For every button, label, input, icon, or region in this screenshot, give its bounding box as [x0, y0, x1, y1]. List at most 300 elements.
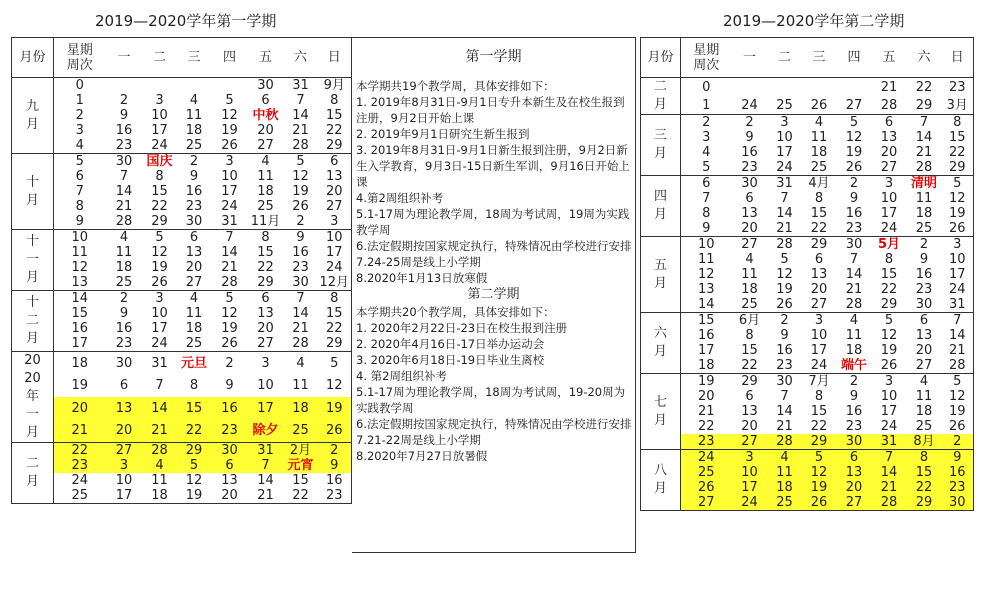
weekday-header: 四	[837, 38, 872, 78]
day-cell: 20	[106, 419, 143, 442]
day-cell: 5	[212, 291, 248, 307]
day-cell: 7	[284, 291, 318, 307]
day-cell: 2	[318, 443, 352, 459]
week-number: 13	[71, 275, 89, 290]
day-cell: 31	[768, 176, 802, 192]
week-number: 20	[54, 397, 106, 419]
day-cell: 12	[845, 130, 863, 145]
day-cell: 19	[221, 123, 238, 138]
day-cell: 18	[768, 480, 802, 495]
day-cell: 9月	[318, 78, 352, 94]
week-number: 24	[681, 450, 732, 466]
day-cell: 27	[810, 297, 828, 312]
day-cell: 16	[845, 404, 863, 419]
weekday-header: 日	[318, 38, 352, 78]
day-cell: 23	[942, 480, 974, 495]
week-row	[641, 434, 974, 450]
day-cell: 29	[880, 297, 898, 312]
day-cell: 7	[780, 191, 789, 206]
month-label	[641, 374, 681, 450]
day-cell: 15	[810, 404, 828, 419]
day-cell: 23	[325, 488, 343, 503]
day-cell: 24	[221, 199, 238, 214]
day-cell: 27	[732, 434, 768, 450]
day-cell	[732, 78, 768, 97]
day-cell: 25	[115, 275, 133, 290]
day-cell: 15	[325, 108, 343, 123]
day-cell: 30	[106, 154, 143, 170]
day-cell: 10	[776, 130, 793, 145]
holiday-label: 元宵	[284, 458, 318, 473]
day-cell: 11	[768, 465, 802, 480]
day-cell: 26	[880, 358, 898, 373]
day-cell: 7	[907, 115, 942, 131]
day-cell: 28	[915, 160, 933, 175]
note-item: 7.24-25周是线上小学期	[356, 255, 481, 269]
week-row	[641, 282, 974, 297]
week-number: 27	[681, 495, 732, 511]
note-item: 本学期共19个教学周，具体安排如下：	[356, 79, 555, 93]
day-cell: 3	[802, 313, 837, 329]
week-number: 3	[702, 130, 711, 145]
day-cell: 14	[776, 404, 793, 419]
week-number: 7	[75, 184, 84, 199]
day-cell: 18	[151, 488, 168, 503]
day-cell: 27	[880, 160, 898, 175]
month-label-text: 六月	[653, 326, 667, 359]
holiday-label: 端午	[840, 358, 867, 373]
day-cell: 13	[915, 328, 933, 343]
day-cell: 7	[849, 252, 859, 267]
day-cell: 17	[151, 321, 168, 336]
week-header-line1: 星期	[693, 42, 720, 58]
day-cell: 2	[212, 352, 248, 375]
day-cell: 5	[837, 115, 872, 131]
day-cell: 5	[780, 252, 789, 267]
day-cell: 7	[296, 93, 305, 108]
day-cell: 16	[776, 343, 793, 358]
day-cell: 7	[942, 313, 974, 329]
week-row	[12, 352, 352, 375]
second-semester-notes	[352, 304, 635, 464]
week-number: 18	[697, 358, 715, 373]
day-cell: 28	[221, 275, 238, 290]
day-cell: 9	[780, 328, 789, 343]
day-cell: 7	[872, 450, 907, 466]
first-semester-notes-heading: 第一学期	[465, 49, 522, 65]
day-cell: 11	[151, 473, 168, 488]
day-cell: 9	[225, 378, 234, 394]
month-label-text: 七月	[653, 394, 667, 428]
week-row	[641, 130, 974, 145]
day-cell: 13	[185, 245, 203, 260]
week-row	[12, 230, 352, 246]
day-cell: 23	[741, 160, 758, 175]
day-cell: 27	[837, 495, 872, 511]
weekday-header: 六	[907, 38, 942, 78]
day-cell: 20	[880, 145, 898, 160]
day-cell: 8	[942, 115, 974, 131]
calendar-header-row	[641, 38, 974, 78]
week-number: 21	[697, 404, 715, 419]
day-cell: 18	[185, 321, 203, 336]
week-row	[12, 473, 352, 488]
day-cell: 15	[325, 306, 343, 321]
day-cell: 31	[143, 352, 177, 375]
day-cell: 18	[185, 123, 203, 138]
day-cell: 21	[872, 480, 907, 495]
week-row	[641, 313, 974, 329]
day-cell: 6	[837, 450, 872, 466]
day-cell: 7	[212, 230, 248, 246]
weekday-header: 五	[248, 38, 284, 78]
day-cell: 13	[741, 404, 758, 419]
day-cell: 26	[221, 336, 238, 351]
day-cell: 27	[845, 97, 863, 113]
day-cell: 6	[177, 230, 212, 246]
month-label-text: 五月	[653, 257, 667, 291]
week-number: 2	[75, 108, 84, 123]
day-cell: 8	[884, 252, 894, 267]
day-cell: 12	[948, 389, 966, 404]
day-cell: 4	[745, 252, 754, 267]
day-cell: 22	[292, 488, 309, 503]
week-number: 24	[71, 473, 89, 488]
weekday-header: 六	[284, 38, 318, 78]
day-cell: 19	[948, 404, 966, 419]
day-cell: 16	[185, 184, 203, 199]
week-row	[12, 458, 352, 473]
day-cell: 15	[948, 130, 966, 145]
week-column-header	[54, 38, 106, 78]
week-row	[641, 404, 974, 419]
day-cell: 15	[292, 473, 309, 488]
day-cell: 18	[845, 343, 863, 358]
week-number: 1	[75, 93, 84, 108]
day-cell: 15	[741, 343, 758, 358]
day-cell: 3	[732, 450, 768, 466]
day-cell: 3	[143, 291, 177, 307]
day-cell: 13	[221, 473, 238, 488]
day-cell: 4月	[802, 176, 837, 192]
weekday-header: 三	[802, 38, 837, 78]
day-cell: 12	[325, 378, 343, 394]
day-cell: 27	[185, 275, 203, 290]
day-cell: 8月	[907, 434, 942, 450]
week-row	[12, 397, 352, 419]
day-cell: 9	[942, 450, 974, 466]
day-cell	[768, 78, 802, 97]
week-number: 11	[71, 245, 89, 260]
note-item: 5.1-17周为理论教学周，18周为考试周，19周为实践教学周	[356, 207, 630, 237]
day-cell: 22	[880, 282, 898, 297]
day-cell: 5	[942, 176, 974, 192]
day-cell: 11月	[250, 214, 281, 229]
semester-notes	[352, 37, 636, 553]
week-row	[12, 214, 352, 230]
day-cell: 2	[768, 313, 802, 329]
day-cell: 18	[915, 206, 933, 221]
day-cell: 23	[185, 199, 203, 214]
week-number: 4	[75, 138, 84, 153]
day-cell: 24	[151, 336, 168, 351]
week-number: 12	[697, 267, 715, 282]
weekday-header: 三	[177, 38, 212, 78]
week-row	[641, 358, 974, 374]
month-label-text: 四月	[653, 189, 667, 222]
day-cell: 22	[810, 221, 828, 236]
week-number: 14	[697, 297, 715, 312]
day-cell: 21	[915, 145, 933, 160]
day-cell: 8	[330, 93, 339, 108]
day-cell: 19	[151, 260, 168, 275]
day-cell: 2	[837, 176, 872, 192]
day-cell: 25	[257, 199, 274, 214]
day-cell: 23	[915, 282, 933, 297]
month-label	[641, 115, 681, 176]
day-cell: 24	[880, 419, 898, 434]
day-cell: 22	[948, 145, 966, 160]
day-cell: 4	[907, 374, 942, 390]
month-label-text: 十二月	[25, 295, 39, 346]
week-number: 22	[54, 443, 106, 459]
week-row	[641, 267, 974, 282]
day-cell: 22	[810, 419, 828, 434]
day-cell: 6	[248, 291, 284, 307]
day-cell	[837, 78, 872, 97]
day-cell: 12	[151, 245, 168, 260]
week-row	[12, 199, 352, 214]
day-cell: 18	[115, 260, 133, 275]
day-cell: 4	[802, 115, 837, 131]
day-cell: 17	[880, 404, 898, 419]
day-cell: 20	[257, 321, 274, 336]
day-cell: 26	[151, 275, 168, 290]
day-cell: 11	[845, 328, 863, 343]
day-cell: 21	[257, 488, 274, 503]
month-label-text: 三月	[653, 128, 667, 161]
day-cell: 26	[292, 199, 309, 214]
month-label-text: 十一月	[25, 234, 39, 285]
day-cell: 30	[768, 374, 802, 390]
month-label	[12, 230, 54, 291]
note-item: 3. 2019年8月31日-9月1日新生报到注册，9月2日新生入学教育，9月3日-15日新生军训，9月16日开始上课	[356, 143, 630, 189]
week-number: 6	[75, 169, 84, 184]
month-label-text: 十月	[25, 174, 39, 208]
day-cell: 9	[119, 108, 129, 123]
week-row	[641, 328, 974, 343]
day-cell: 3	[248, 352, 284, 375]
week-number: 11	[697, 252, 715, 267]
day-cell: 12	[948, 191, 966, 206]
week-number: 7	[702, 191, 711, 206]
day-cell: 14	[257, 473, 274, 488]
day-cell: 28	[845, 297, 863, 312]
week-row	[12, 275, 352, 291]
day-cell: 29	[732, 374, 768, 390]
day-cell: 18	[257, 184, 274, 199]
week-row	[12, 78, 352, 94]
day-cell: 25	[810, 160, 828, 175]
week-number: 19	[681, 374, 732, 390]
week-number: 18	[54, 352, 106, 375]
day-cell: 17	[248, 397, 284, 419]
day-cell: 7	[155, 378, 164, 394]
day-cell: 26	[845, 160, 863, 175]
day-cell: 21	[221, 260, 238, 275]
day-cell: 6	[745, 191, 754, 206]
day-cell: 10	[221, 169, 238, 184]
week-row	[641, 374, 974, 390]
day-cell: 22	[257, 260, 274, 275]
week-row	[641, 419, 974, 434]
day-cell: 9	[919, 252, 929, 267]
day-cell: 3	[768, 115, 802, 131]
day-cell: 15	[151, 184, 168, 199]
week-row	[641, 78, 974, 97]
day-cell: 4	[837, 313, 872, 329]
day-cell: 14	[915, 130, 933, 145]
day-cell: 25	[185, 336, 203, 351]
day-cell: 27	[732, 237, 768, 253]
day-cell: 10	[151, 108, 168, 123]
month-label	[12, 443, 54, 504]
day-cell: 23	[942, 78, 974, 97]
note-item: 4.第2周组织补考	[356, 191, 444, 205]
day-cell: 17	[325, 245, 343, 260]
day-cell: 14	[948, 328, 966, 343]
day-cell: 5	[802, 450, 837, 466]
day-cell: 2	[732, 115, 768, 131]
day-cell: 3	[106, 458, 143, 473]
day-cell: 5	[942, 374, 974, 390]
week-row	[12, 375, 352, 397]
day-cell: 28	[768, 237, 802, 253]
day-cell: 22	[741, 358, 758, 373]
day-cell: 3	[330, 214, 339, 229]
month-label	[12, 154, 54, 230]
year-label: 2020	[24, 353, 41, 386]
day-cell: 29	[802, 434, 837, 450]
day-cell: 30	[106, 352, 143, 375]
week-number: 14	[54, 291, 106, 307]
holiday-label: 清明	[907, 176, 942, 192]
week-number: 20	[697, 389, 715, 404]
note-item: 7.21-22周是线上小学期	[356, 433, 481, 447]
day-cell: 29	[257, 275, 274, 290]
day-cell: 23	[292, 260, 309, 275]
day-cell: 20	[915, 343, 933, 358]
day-cell: 11	[915, 191, 933, 206]
first-semester-calendar	[11, 37, 352, 504]
holiday-label: 元旦	[177, 352, 212, 375]
first-semester-title: 2019—2020学年第一学期	[95, 12, 277, 30]
week-number: 25	[681, 465, 732, 480]
day-cell: 10	[732, 465, 768, 480]
day-cell: 19	[292, 184, 309, 199]
week-number: 23	[681, 434, 732, 450]
day-cell: 9	[119, 306, 129, 321]
day-cell: 30	[915, 297, 933, 312]
note-item: 2. 2019年9月1日研究生新生报到	[356, 127, 530, 141]
note-item: 2. 2020年4月16日-17日举办运动会	[356, 337, 545, 351]
day-cell: 2	[177, 154, 212, 170]
day-cell: 6	[119, 378, 129, 394]
month-label	[641, 450, 681, 511]
week-row	[12, 443, 352, 459]
day-cell: 8	[318, 291, 352, 307]
day-cell: 14	[221, 245, 238, 260]
week-number: 0	[681, 78, 732, 97]
day-cell: 14	[292, 306, 309, 321]
week-number: 5	[54, 154, 106, 170]
day-cell: 3月	[946, 97, 968, 113]
day-cell: 20	[810, 282, 828, 297]
day-cell: 13	[106, 397, 143, 419]
day-cell: 25	[284, 419, 318, 442]
week-row	[641, 480, 974, 495]
day-cell: 2	[296, 214, 305, 229]
day-cell: 30	[837, 434, 872, 450]
day-cell: 14	[143, 397, 177, 419]
day-cell: 20	[325, 184, 343, 199]
day-cell: 2	[942, 434, 974, 450]
day-cell: 10	[810, 328, 828, 343]
day-cell: 12	[880, 328, 898, 343]
day-cell: 31	[948, 297, 966, 312]
second-semester-notes-heading: 第二学期	[467, 287, 520, 302]
day-cell: 8	[248, 230, 284, 246]
day-cell: 3	[872, 374, 907, 390]
day-cell: 24	[325, 260, 343, 275]
day-cell: 3	[155, 93, 164, 108]
day-cell: 4	[106, 230, 143, 246]
day-cell: 15	[177, 397, 212, 419]
day-cell: 5	[225, 93, 234, 108]
day-cell: 27	[325, 199, 343, 214]
day-cell: 11	[115, 245, 133, 260]
day-cell: 14	[872, 465, 907, 480]
holiday-label: 国庆	[143, 154, 177, 170]
day-cell: 12	[776, 267, 793, 282]
week-number: 8	[702, 206, 711, 221]
day-cell: 23	[115, 138, 133, 153]
day-cell: 23	[845, 419, 863, 434]
week-row	[12, 260, 352, 275]
day-cell: 8	[814, 389, 824, 404]
week-row	[12, 321, 352, 336]
day-cell: 4	[177, 291, 212, 307]
day-cell: 10	[115, 473, 133, 488]
day-cell: 19	[185, 488, 203, 503]
day-cell: 18	[915, 404, 933, 419]
day-cell: 28	[115, 214, 133, 229]
week-number: 16	[71, 321, 89, 336]
day-cell: 24	[776, 160, 793, 175]
week-number: 1	[702, 97, 711, 113]
note-item: 8.2020年7月27日放暑假	[356, 449, 488, 463]
day-cell: 22	[907, 480, 942, 495]
week-row	[641, 237, 974, 253]
week-row	[641, 495, 974, 511]
day-cell: 24	[880, 221, 898, 236]
day-cell	[143, 78, 177, 94]
day-cell: 11	[915, 389, 933, 404]
day-cell: 29	[948, 160, 966, 175]
day-cell: 8	[155, 169, 164, 184]
day-cell: 2	[837, 374, 872, 390]
day-cell: 29	[177, 443, 212, 459]
